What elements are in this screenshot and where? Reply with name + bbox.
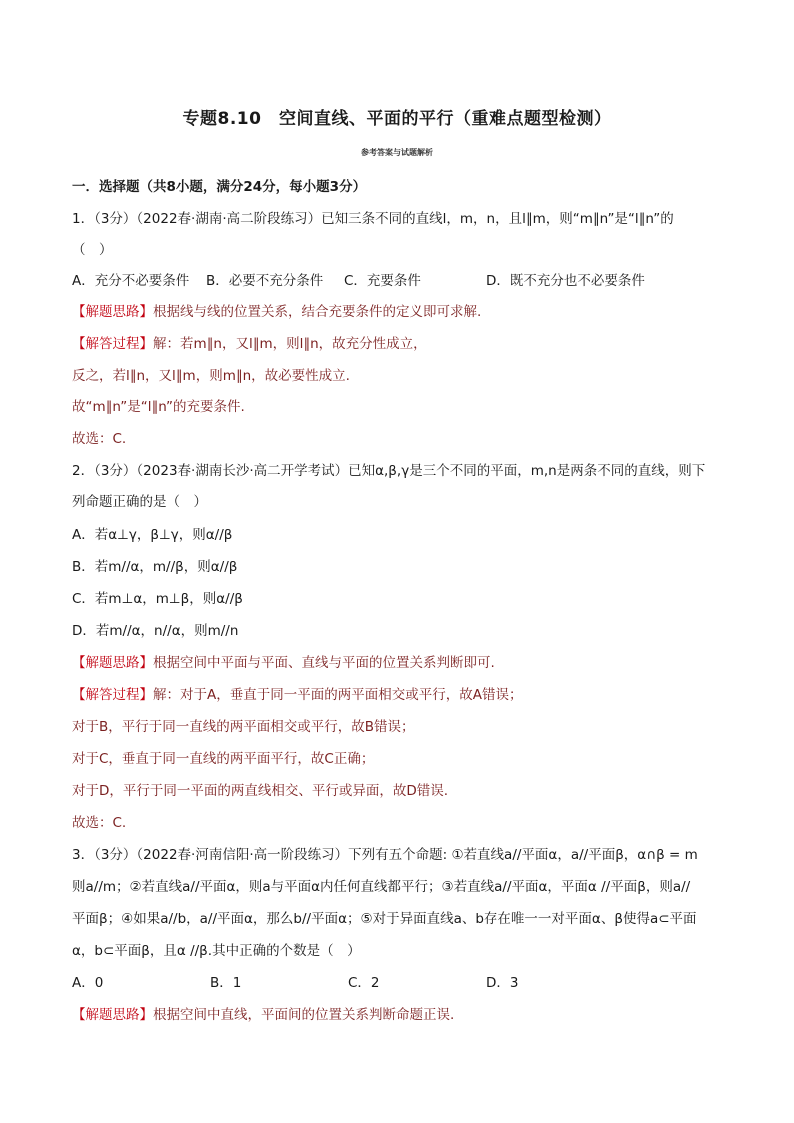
q1-idea-text: 根据线与线的位置关系，结合充要条件的定义即可求解. <box>153 304 482 320</box>
q2-proc-line-3: 对于C，垂直于同一直线的两平面平行，故C正确； <box>72 751 375 767</box>
page-title: 专题8.10 空间直线、平面的平行（重难点题型检测） <box>182 109 612 129</box>
q2-proc-line-4: 对于D，平行于同一平面的两直线相交、平行或异面，故D错误. <box>72 783 449 799</box>
q3-idea-tag: 【解题思路】 <box>72 1007 153 1023</box>
q3-stem-line-1: 3．（3分）（2022春·河南信阳·高一阶段练习）下列有五个命题: ①若直线a//平面α，a//平面β，α∩β = m <box>72 847 698 863</box>
q3-idea <box>72 1006 732 1024</box>
q2-stem: 2．（3分）（2023春·湖南长沙·高二开学考试）已知α,β,γ是三个不同的平面，m,n是两条不同的直线，则下 <box>72 463 706 479</box>
q1-process <box>72 335 732 353</box>
q1-proc-line-3: 故“m∥n”是“l∥n”的充要条件. <box>72 399 245 415</box>
q3-stem-line-4: α，b⊂平面β，且α //β.其中正确的个数是（ ） <box>72 943 361 959</box>
q3-options <box>72 974 732 992</box>
q2-process <box>72 686 732 704</box>
q3-stem-line-2: 则a//m；②若直线a//平面α，则a与平面α内任何直线都平行；③若直线a//平面α，平面α //平面β，则a// <box>72 879 691 895</box>
q2-answer: 故选：C. <box>72 815 127 831</box>
q1-stem-cont: （ ） <box>72 242 113 258</box>
q2-option-a: A．若α⊥γ，β⊥γ，则α//β <box>72 527 233 543</box>
q1-idea-tag: 【解题思路】 <box>72 304 153 320</box>
q3-idea-text: 根据空间中直线，平面间的位置关系判断命题正误. <box>153 1007 455 1023</box>
q1-option-b: B．必要不充分条件 <box>206 273 324 289</box>
q3-option-b: B．1 <box>210 975 242 991</box>
q1-proc-tag: 【解答过程】 <box>72 336 153 352</box>
q2-proc-tag: 【解答过程】 <box>72 687 153 703</box>
q2-option-c: C．若m⊥α，m⊥β，则α//β <box>72 591 243 607</box>
q2-proc-line-1: 解：对于A，垂直于同一平面的两平面相交或平行，故A错误； <box>153 687 523 703</box>
q1-answer: 故选：C. <box>72 431 127 447</box>
q2-option-d: D．若m//α，n//α，则m//n <box>72 623 239 639</box>
q2-idea-tag: 【解题思路】 <box>72 655 153 671</box>
q1-option-a: A．充分不必要条件 <box>72 273 190 289</box>
q1-option-c: C．充要条件 <box>344 273 421 289</box>
q2-idea-text: 根据空间中平面与平面、直线与平面的位置关系判断即可. <box>153 655 495 671</box>
q3-stem-line-3: 平面β；④如果a//b，a//平面α，那么b//平面α；⑤对于异面直线a、b存在唯一一对平面α、β使得a⊂平面 <box>72 911 697 927</box>
q3-option-d: D．3 <box>486 975 519 991</box>
q1-proc-line-2: 反之，若l∥n，又l∥m，则m∥n，故必要性成立. <box>72 368 350 384</box>
section-heading: 一．选择题（共8小题，满分24分，每小题3分） <box>72 179 367 195</box>
q1-proc-line-1: 解：若m∥n，又l∥m，则l∥n，故充分性成立， <box>153 336 427 352</box>
page-subtitle: 参考答案与试题解析 <box>361 148 433 157</box>
q2-stem-cont: 列命题正确的是（ ） <box>72 494 207 510</box>
q2-option-b: B．若m//α，m//β，则α//β <box>72 559 238 575</box>
q1-option-d: D．既不充分也不必要条件 <box>486 273 645 289</box>
q3-option-a: A．0 <box>72 975 104 991</box>
q1-stem: 1．（3分）（2022春·湖南·高二阶段练习）已知三条不同的直线l，m，n，且l∥m，则“m∥n”是“l∥n”的 <box>72 211 674 227</box>
q1-idea <box>72 303 732 321</box>
q3-option-c: C．2 <box>348 975 380 991</box>
q2-proc-line-2: 对于B，平行于同一直线的两平面相交或平行，故B错误； <box>72 719 415 735</box>
q1-options <box>72 272 732 290</box>
q2-idea <box>72 654 732 672</box>
